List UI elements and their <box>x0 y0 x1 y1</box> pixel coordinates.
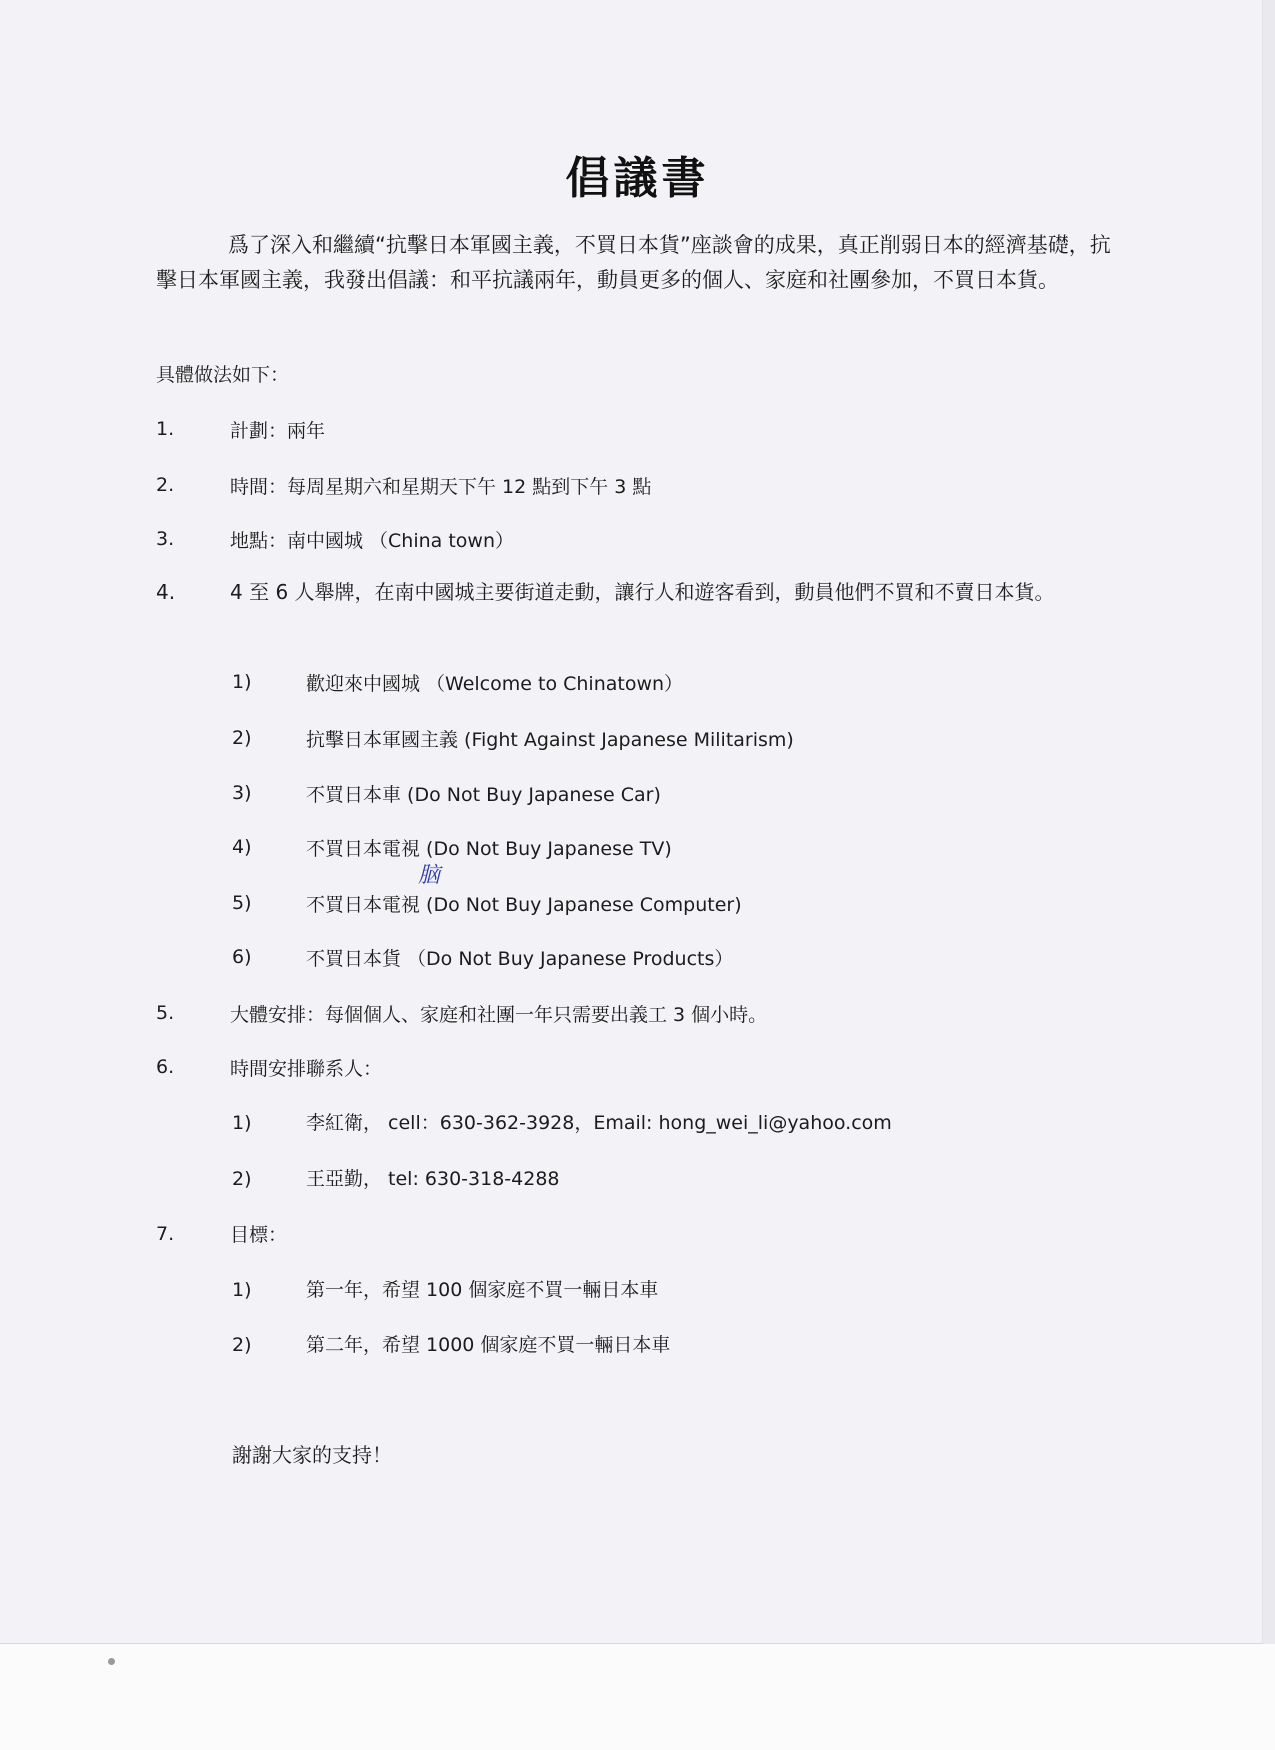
goal-text: 第一年，希望 100 個家庭不買一輛日本車 <box>306 1279 659 1301</box>
contact-number: 2) <box>232 1168 252 1190</box>
item-number: 2. <box>156 474 175 496</box>
scan-edge-bottom <box>0 1644 1275 1750</box>
item-text: 計劃：兩年 <box>230 420 326 442</box>
sign-number: 5) <box>232 892 252 914</box>
item-text: 大體安排：每個個人、家庭和社團一年只需要出義工 3 個小時。 <box>230 1004 768 1026</box>
sign-number: 1) <box>232 671 252 693</box>
item-text: 目標： <box>230 1224 288 1246</box>
sign-text: 不買日本電視 (Do Not Buy Japanese TV) <box>306 838 672 860</box>
item-4 <box>156 574 1116 610</box>
sign-text: 抗擊日本軍國主義 (Fight Against Japanese Militarism) <box>306 729 794 751</box>
contact-text: 李紅衛， cell：630-362-3928，Email: hong_wei_li@yahoo.com <box>306 1112 892 1134</box>
item-number: 6. <box>156 1056 175 1078</box>
sign-number: 4) <box>232 836 252 858</box>
scan-edge-right <box>1263 0 1275 1644</box>
sign-number: 6) <box>232 946 252 968</box>
contact-text: 王亞勤， tel: 630-318-4288 <box>306 1168 560 1190</box>
item-text: 時間：每周星期六和星期天下午 12 點到下午 3 點 <box>230 476 652 498</box>
goal-text: 第二年，希望 1000 個家庭不買一輛日本車 <box>306 1334 671 1356</box>
item-text: 地點：南中國城 （China town） <box>230 530 515 552</box>
sign-text: 不買日本貨 （Do Not Buy Japanese Products） <box>306 948 734 970</box>
item-number: 4. <box>156 580 176 604</box>
scan-speck <box>108 1658 115 1665</box>
item-number: 1. <box>156 418 175 440</box>
item-number: 3. <box>156 528 175 550</box>
goal-number: 1) <box>232 1279 252 1301</box>
sign-text: 歡迎來中國城 （Welcome to Chinatown） <box>306 673 684 695</box>
sign-number: 3) <box>232 782 252 804</box>
contact-number: 1) <box>232 1112 252 1134</box>
closing-line: 謝謝大家的支持！ <box>232 1443 392 1467</box>
goal-number: 2) <box>232 1334 252 1356</box>
handwritten-correction: 脑 <box>418 863 441 888</box>
item-text: 時間安排聯系人： <box>230 1058 383 1080</box>
method-heading: 具體做法如下： <box>156 364 290 386</box>
item-number: 5. <box>156 1002 175 1024</box>
sign-text: 不買日本車 (Do Not Buy Japanese Car) <box>306 784 661 806</box>
item-text: 4 至 6 人舉牌，在南中國城主要街道走動，讓行人和遊客看到，動員他們不買和不賣日本貨。 <box>230 580 1055 604</box>
sign-number: 2) <box>232 727 252 749</box>
sign-text: 不買日本電視 (Do Not Buy Japanese Computer) <box>306 894 742 916</box>
intro-paragraph: 爲了深入和繼續“抗擊日本軍國主義，不買日本貨”座談會的成果，真正削弱日本的經濟基礎，抗擊日本軍國主義，我發出倡議：和平抗議兩年，動員更多的個人、家庭和社團參加，不買日本貨。 <box>156 233 1111 292</box>
document-title: 倡議書 <box>565 153 710 204</box>
item-number: 7. <box>156 1223 175 1245</box>
